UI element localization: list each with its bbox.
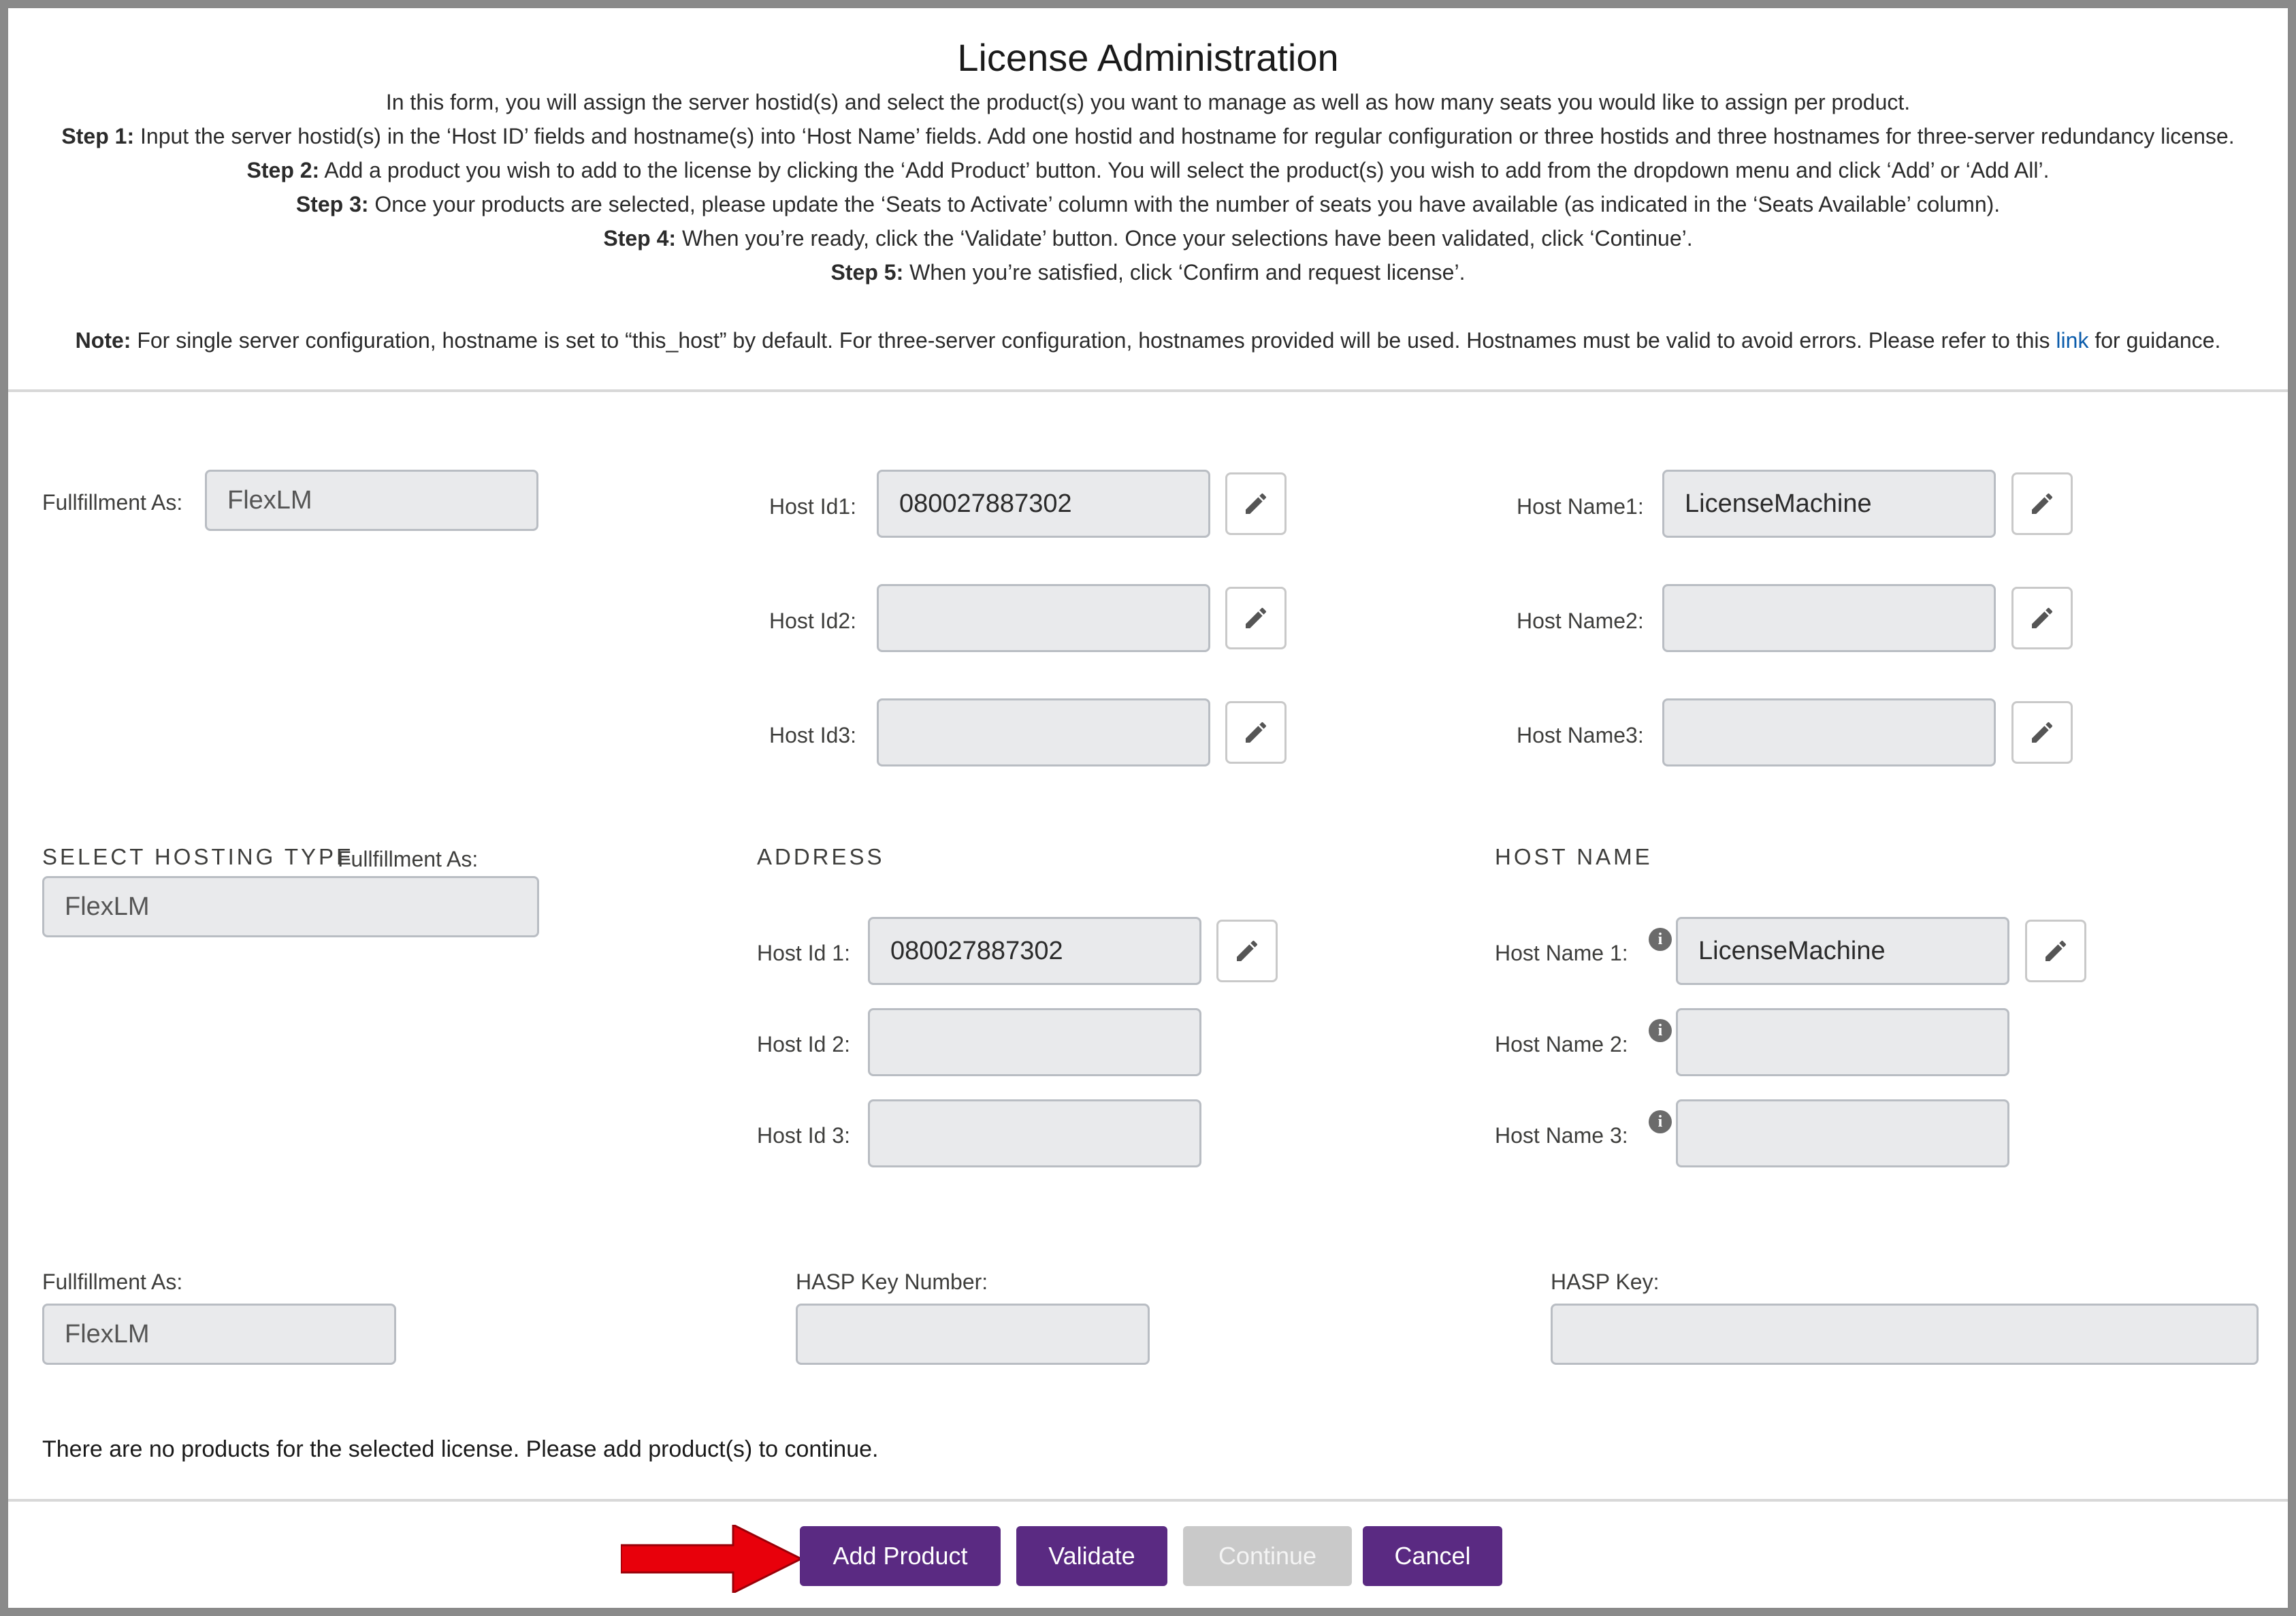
address-heading: ADDRESS bbox=[757, 844, 885, 869]
validate-button[interactable]: Validate bbox=[1016, 1526, 1167, 1586]
no-products-message: There are no products for the selected license. Please add product(s) to continue. bbox=[42, 1436, 879, 1462]
fulfillment-field bbox=[205, 470, 538, 531]
note-tail: for guidance. bbox=[2088, 328, 2221, 353]
instruction-step-5 bbox=[27, 260, 2269, 285]
pencil-icon bbox=[2028, 719, 2056, 746]
step-label: Step 3: bbox=[295, 192, 369, 216]
instructions-intro: In this form, you will assign the server hostid(s) and select the product(s) you want to manage as well as how many seats you would like to assign per product. bbox=[385, 90, 1911, 114]
fulfillment-label-3: Fullfillment As: bbox=[42, 1270, 183, 1294]
host-id-2-label: Host Id2: bbox=[769, 609, 857, 633]
header-divider bbox=[8, 389, 2288, 392]
host-id-2-input-2[interactable] bbox=[868, 1008, 1201, 1076]
instruction-step-2 bbox=[27, 158, 2269, 183]
host-name-3-label-2: Host Name 3: bbox=[1495, 1123, 1628, 1148]
host-name-1-input-2[interactable] bbox=[1676, 917, 2009, 985]
instructions-note bbox=[27, 328, 2269, 353]
host-name-2-label-2: Host Name 2: bbox=[1495, 1032, 1628, 1056]
fulfillment-label-2: Fullfillment As: bbox=[338, 847, 479, 871]
host-name-2-input[interactable] bbox=[1662, 584, 1996, 652]
host-name-1-label-2: Host Name 1: bbox=[1495, 941, 1628, 965]
edit-host-name-2-button[interactable] bbox=[2011, 587, 2073, 649]
pencil-icon bbox=[1242, 490, 1270, 517]
edit-host-id-1-button[interactable] bbox=[1225, 472, 1287, 535]
cancel-button[interactable]: Cancel bbox=[1363, 1526, 1502, 1586]
fulfillment-label: Fullfillment As: bbox=[42, 490, 183, 515]
step-label: Step 4: bbox=[603, 226, 677, 251]
step-text: When you’re ready, click the ‘Validate’ button. Once your selections have been validated, click ‘Continue’. bbox=[676, 226, 1693, 251]
edit-host-id-3-button[interactable] bbox=[1225, 701, 1287, 764]
edit-host-id-2-button[interactable] bbox=[1225, 587, 1287, 649]
pencil-icon bbox=[1242, 719, 1270, 746]
info-icon[interactable]: i bbox=[1649, 1110, 1672, 1133]
footer-divider bbox=[8, 1499, 2288, 1502]
pencil-icon bbox=[1233, 937, 1261, 965]
host-id-3-label: Host Id3: bbox=[769, 723, 857, 747]
fulfillment-field-3 bbox=[42, 1304, 396, 1365]
modal-title: License Administration bbox=[957, 36, 1339, 79]
step-label: Step 2: bbox=[246, 158, 320, 182]
edit-host-name-3-button[interactable] bbox=[2011, 701, 2073, 764]
note-text: For single server configuration, hostname is set to “this_host” by default. For three-server configuration, hostnames provided will be used. Hostnames must be valid to avoid errors. Please refer to this bbox=[131, 328, 2056, 353]
edit-host-name-1-button[interactable] bbox=[2011, 472, 2073, 535]
host-id-1-label-2: Host Id 1: bbox=[757, 941, 850, 965]
step-text: Input the server hostid(s) in the ‘Host ID’ fields and hostname(s) into ‘Host Name’ fields. Add one hostid and hostname for regular configuration or three hostids and three hostnames for three-server redundancy license. bbox=[134, 124, 2235, 148]
hasp-key-number-label: HASP Key Number: bbox=[796, 1270, 988, 1294]
host-id-3-input-2[interactable] bbox=[868, 1099, 1201, 1167]
red-arrow-annotation bbox=[621, 1525, 801, 1593]
host-id-1-input[interactable] bbox=[877, 470, 1210, 538]
hosting-type-heading: SELECT HOSTING TYPE bbox=[42, 844, 355, 869]
host-name-heading: HOST NAME bbox=[1495, 844, 1653, 869]
fulfillment-field-2 bbox=[42, 876, 539, 937]
host-name-1-input[interactable] bbox=[1662, 470, 1996, 538]
host-name-3-label: Host Name3: bbox=[1517, 723, 1644, 747]
instruction-step-4 bbox=[27, 226, 2269, 251]
host-name-2-label: Host Name2: bbox=[1517, 609, 1644, 633]
host-name-3-input-2[interactable] bbox=[1676, 1099, 2009, 1167]
host-name-2-input-2[interactable] bbox=[1676, 1008, 2009, 1076]
step-text: Add a product you wish to add to the license by clicking the ‘Add Product’ button. You will select the product(s) you wish to add from the dropdown menu and click ‘Add’ or ‘Add All’. bbox=[319, 158, 2050, 182]
guidance-link[interactable]: link bbox=[2056, 328, 2089, 353]
host-id-2-label-2: Host Id 2: bbox=[757, 1032, 850, 1056]
hasp-key-label: HASP Key: bbox=[1551, 1270, 1660, 1294]
instruction-step-1 bbox=[27, 124, 2269, 149]
host-id-3-input[interactable] bbox=[877, 698, 1210, 766]
pencil-icon bbox=[2042, 937, 2069, 965]
host-id-3-label-2: Host Id 3: bbox=[757, 1123, 850, 1148]
hasp-key-input[interactable] bbox=[1551, 1304, 2259, 1365]
step-label: Step 5: bbox=[830, 260, 904, 285]
edit-host-id-1-button-2[interactable] bbox=[1216, 920, 1278, 982]
step-text: Once your products are selected, please update the ‘Seats to Activate’ column with the number of seats you have available (as indicated in the ‘Seats Available’ column). bbox=[368, 192, 2001, 216]
pencil-icon bbox=[1242, 604, 1270, 632]
host-name-1-label: Host Name1: bbox=[1517, 494, 1644, 519]
host-id-1-label: Host Id1: bbox=[769, 494, 857, 519]
step-text: When you’re satisfied, click ‘Confirm and request license’. bbox=[903, 260, 1466, 285]
instruction-step-3 bbox=[27, 192, 2269, 217]
hasp-key-number-input[interactable] bbox=[796, 1304, 1150, 1365]
info-icon[interactable]: i bbox=[1649, 1019, 1672, 1042]
note-label: Note: bbox=[75, 328, 131, 353]
edit-host-name-1-button-2[interactable] bbox=[2025, 920, 2086, 982]
pencil-icon bbox=[2028, 604, 2056, 632]
add-product-button[interactable]: Add Product bbox=[800, 1526, 1001, 1586]
pencil-icon bbox=[2028, 490, 2056, 517]
host-name-3-input[interactable] bbox=[1662, 698, 1996, 766]
host-id-2-input[interactable] bbox=[877, 584, 1210, 652]
host-id-1-input-2[interactable] bbox=[868, 917, 1201, 985]
info-icon[interactable]: i bbox=[1649, 928, 1672, 951]
step-label: Step 1: bbox=[61, 124, 135, 148]
continue-button[interactable]: Continue bbox=[1183, 1526, 1352, 1586]
